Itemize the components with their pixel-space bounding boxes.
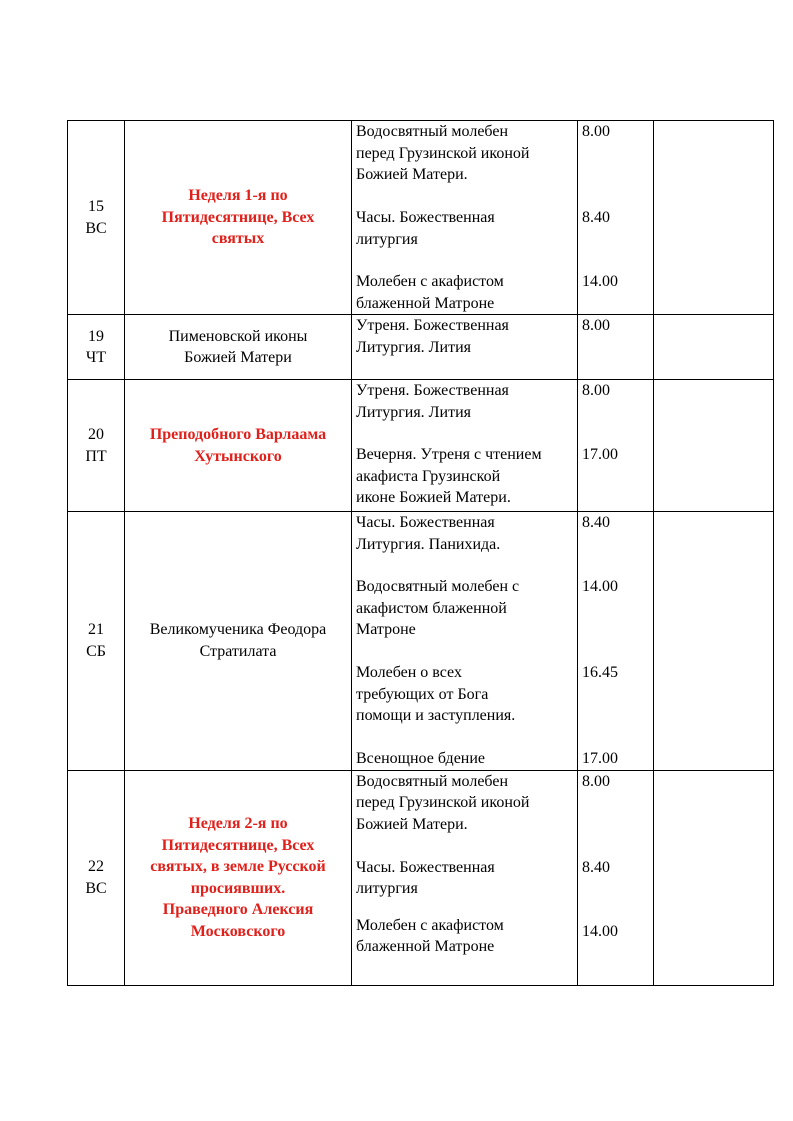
feast-name: Неделя 1-я по Пятидесятнице, Всех святых	[161, 187, 315, 248]
empty-cell	[654, 512, 774, 771]
day-number: 19	[88, 327, 104, 345]
day-number: 21	[88, 621, 104, 639]
feast-cell	[125, 770, 352, 985]
day-of-week: ВС	[85, 219, 107, 237]
schedule-table	[67, 120, 774, 986]
schedule-row	[68, 315, 774, 380]
day-of-week: ВС	[85, 879, 107, 897]
service-time: 14.00	[582, 578, 618, 595]
services-cell	[352, 770, 578, 985]
empty-cell	[654, 121, 774, 315]
times-cell	[578, 770, 654, 985]
services-cell	[352, 512, 578, 771]
schedule-row	[68, 770, 774, 985]
day-number: 15	[88, 198, 104, 215]
times-cell	[578, 121, 654, 315]
feast-cell	[125, 121, 352, 315]
service-time: 14.00	[582, 922, 618, 940]
service-name: Водосвятный молебен перед Грузинской иконой Божией Матери.	[356, 123, 530, 183]
times-cell	[578, 380, 654, 512]
feast-cell	[125, 380, 352, 512]
day-of-week: ЧТ	[85, 349, 107, 366]
day-of-week: ПТ	[85, 447, 107, 465]
service-time: 8.00	[582, 123, 610, 140]
service-name: Молебен о всех требующих от Бога помощи и заступления.	[356, 664, 516, 724]
empty-cell	[654, 315, 774, 380]
service-name: Часы. Божественная Литургия. Панихида.	[356, 514, 501, 553]
service-name: Молебен с акафистом блаженной Матроне	[356, 273, 504, 312]
date-cell	[68, 121, 125, 315]
service-time: 14.00	[582, 273, 618, 290]
service-time: 17.00	[582, 446, 618, 463]
date-cell	[68, 380, 125, 512]
service-time: 8.40	[582, 514, 610, 531]
services-cell	[352, 121, 578, 315]
service-time: 8.40	[582, 209, 610, 226]
service-name: Вечерня. Утреня с чтением акафиста Грузинской иконе Божией Матери.	[356, 446, 542, 506]
service-time: 17.00	[582, 750, 618, 767]
empty-cell	[654, 770, 774, 985]
date-cell	[68, 512, 125, 771]
feast-name: Великомученика Феодора Стратилата	[149, 621, 327, 660]
day-of-week: СБ	[86, 642, 106, 660]
feast-cell	[125, 315, 352, 380]
service-time: 8.00	[582, 317, 610, 334]
service-name: Утреня. Божественная Литургия. Лития	[356, 382, 509, 421]
times-cell	[578, 315, 654, 380]
service-name: Молебен с акафистом блаженной Матроне	[356, 916, 504, 955]
service-time: 8.00	[582, 382, 610, 399]
date-cell	[68, 315, 125, 380]
feast-cell	[125, 512, 352, 771]
day-number: 22	[88, 858, 104, 875]
feast-name: Неделя 2-я по Пятидесятнице, Всех святых, в земле Русской просиявших. Праведного Алексия Московского	[150, 815, 326, 940]
service-time: 16.45	[582, 664, 618, 681]
service-name: Всенощное бдение	[356, 750, 486, 767]
service-name: Водосвятный молебен с акафистом блаженной Матроне	[356, 578, 520, 638]
schedule-row	[68, 380, 774, 512]
services-cell	[352, 380, 578, 512]
service-time: 8.00	[582, 772, 610, 790]
feast-name: Преподобного Варлаама Хутынского	[149, 426, 327, 465]
service-name: Часы. Божественная литургия	[356, 209, 495, 248]
date-cell	[68, 770, 125, 985]
service-time: 8.40	[582, 858, 610, 876]
feast-name: Пименовской иконы Божией Матери	[168, 327, 308, 366]
times-cell	[578, 512, 654, 771]
day-number: 20	[88, 426, 104, 443]
empty-cell	[654, 380, 774, 512]
schedule-row	[68, 121, 774, 315]
service-name: Утреня. Божественная Литургия. Лития	[356, 317, 509, 356]
service-name: Часы. Божественная литургия	[356, 858, 495, 897]
service-name: Водосвятный молебен перед Грузинской иконой Божией Матери.	[356, 772, 530, 833]
services-cell	[352, 315, 578, 380]
schedule-row	[68, 512, 774, 771]
